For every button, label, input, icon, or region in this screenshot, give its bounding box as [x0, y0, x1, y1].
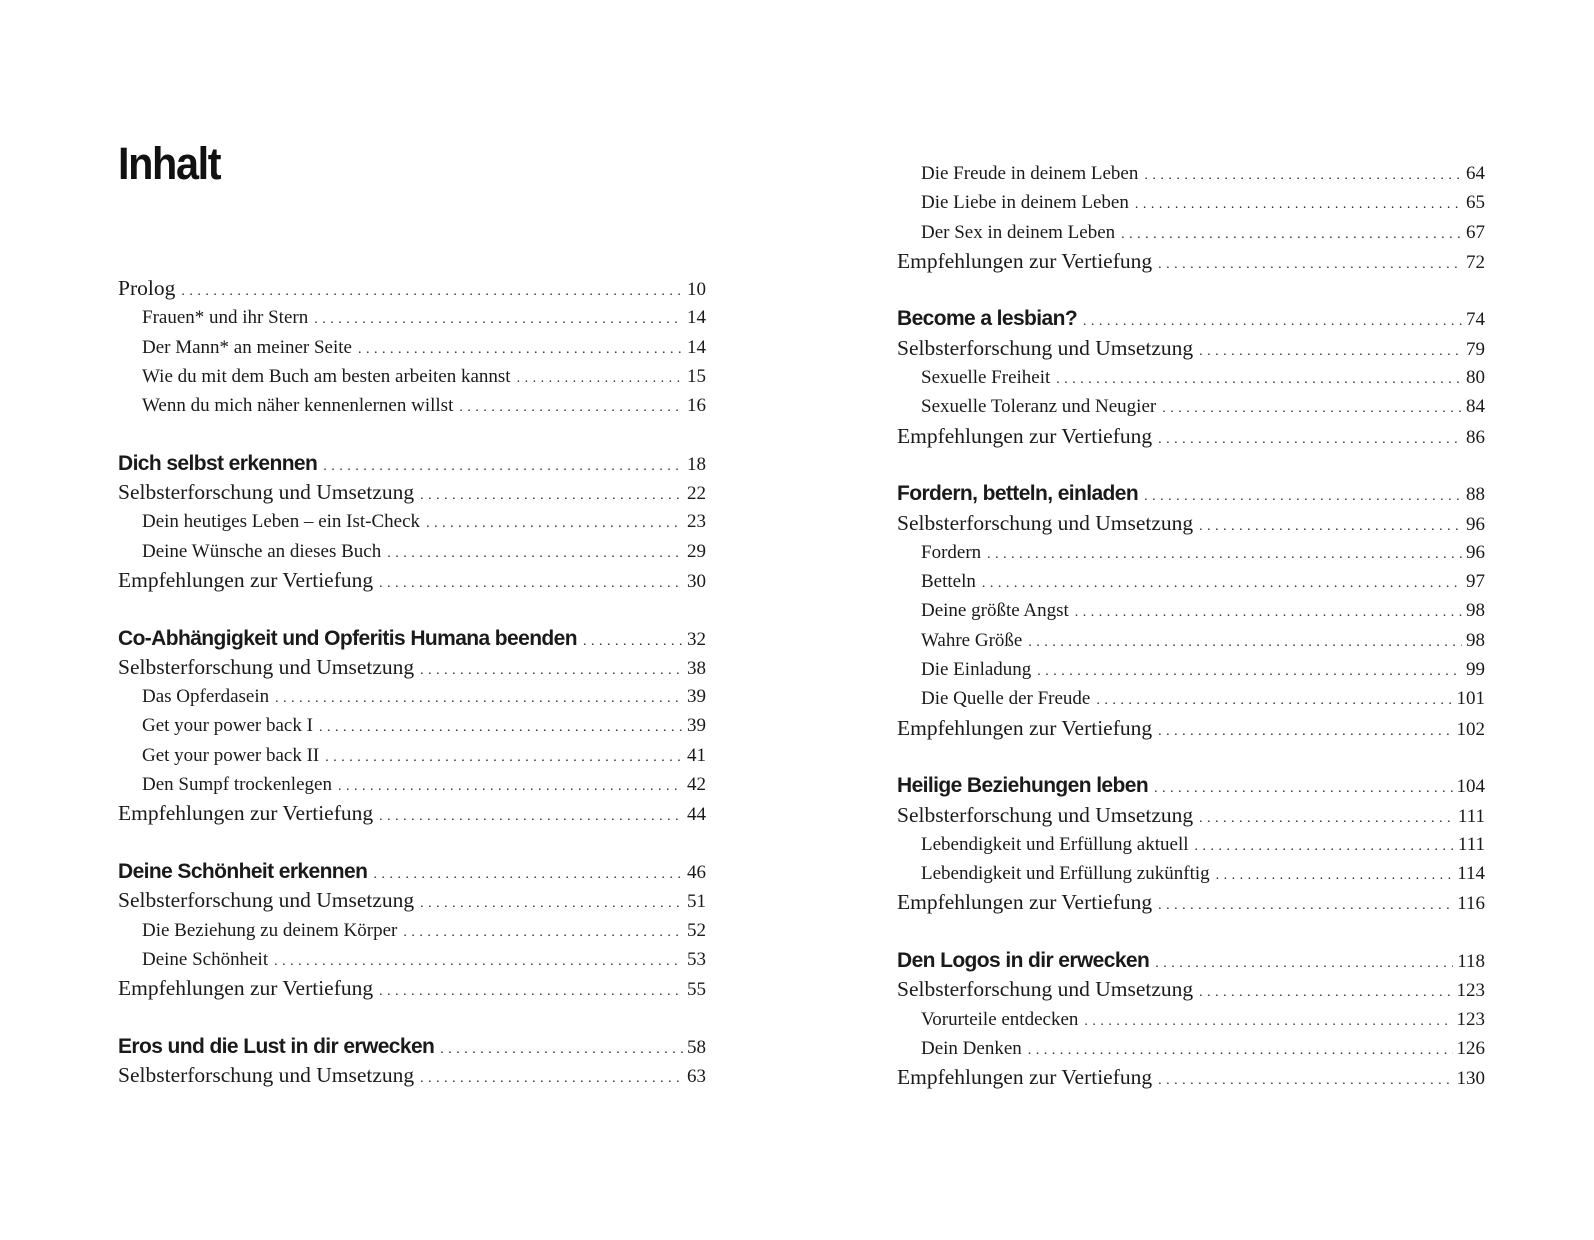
toc-page-number: 58	[687, 1036, 706, 1058]
dot-leader	[181, 277, 683, 306]
toc-entry-title: Der Mann* an meiner Seite	[142, 336, 352, 358]
toc-entry[interactable]	[897, 422, 1485, 451]
toc-chapter-entry[interactable]	[897, 304, 1485, 333]
toc-sub-entry[interactable]	[897, 363, 1485, 392]
toc-page-number: 96	[1466, 541, 1485, 563]
dot-leader	[1028, 1036, 1453, 1065]
toc-sub-entry[interactable]	[118, 711, 706, 740]
toc-sub-entry[interactable]	[897, 684, 1485, 713]
section-spacer	[897, 918, 1485, 946]
toc-entry-title: Selbsterforschung und Umsetzung	[118, 654, 415, 679]
toc-sub-entry[interactable]	[118, 916, 706, 945]
dot-leader	[1028, 628, 1462, 657]
dot-leader	[1199, 337, 1462, 366]
toc-entry-title: Deine Wünsche an dieses Buch	[142, 540, 382, 562]
toc-entry[interactable]	[897, 975, 1485, 1004]
toc-sub-entry[interactable]	[897, 830, 1485, 859]
toc-sub-entry[interactable]	[118, 507, 706, 536]
toc-entry-title: Die Freude in deinem Leben	[921, 163, 1139, 184]
dot-leader	[440, 1035, 683, 1064]
toc-entry-title: Die Liebe in deinem Leben	[921, 192, 1129, 214]
section-spacer	[118, 595, 706, 623]
toc-entry-title: Empfehlungen zur Vertiefung	[118, 976, 374, 1001]
toc-page-number: 16	[687, 395, 706, 417]
dot-leader	[274, 947, 683, 976]
dot-leader	[379, 569, 683, 598]
dot-leader	[373, 860, 683, 889]
toc-page-number: 30	[687, 570, 706, 592]
toc-entry[interactable]	[897, 888, 1485, 917]
dot-leader	[583, 627, 683, 656]
toc-page-number: 84	[1466, 396, 1485, 418]
toc-entry-title: Deine Schönheit	[142, 948, 269, 970]
toc-entry[interactable]	[897, 509, 1485, 538]
toc-entry-title: Selbsterforschung und Umsetzung	[118, 888, 415, 913]
toc-page-number: 46	[687, 861, 706, 883]
toc-entry-title: Selbsterforschung und Umsetzung	[897, 510, 1194, 535]
toc-entry-title: Fordern, betteln, einladen	[897, 482, 1139, 506]
toc-page-number: 65	[1466, 192, 1485, 214]
toc-page-number: 39	[687, 715, 706, 737]
toc-chapter-entry[interactable]	[118, 1032, 706, 1061]
toc-page-number: 111	[1457, 805, 1485, 827]
toc-entry-title: Empfehlungen zur Vertiefung	[897, 423, 1153, 448]
toc-entry-title: Get your power back II	[142, 744, 320, 766]
toc-page-number: 74	[1466, 309, 1485, 331]
toc-page-number: 80	[1466, 367, 1485, 389]
toc-sub-entry[interactable]	[897, 392, 1485, 421]
toc-entry[interactable]	[897, 334, 1485, 363]
toc-entry-title: Deine größte Angst	[921, 600, 1069, 622]
toc-page-number: 38	[687, 657, 706, 679]
toc-chapter-entry[interactable]	[897, 771, 1485, 800]
dot-leader	[1096, 686, 1452, 715]
toc-page-number: 111	[1457, 833, 1485, 855]
toc-page-number: 15	[687, 365, 706, 387]
toc-entry-title: Das Opferdasein	[142, 686, 270, 708]
toc-page-number: 123	[1456, 980, 1485, 1002]
toc-entry-title: Dein Denken	[921, 1037, 1022, 1059]
toc-page-number: 32	[687, 628, 706, 650]
toc-entry[interactable]	[118, 799, 706, 828]
toc-sub-entry[interactable]	[118, 945, 706, 974]
toc-sub-entry[interactable]	[897, 1034, 1485, 1063]
toc-sub-entry[interactable]	[897, 567, 1485, 596]
toc-entry-title: Dein heutiges Leben – ein Ist-Check	[142, 511, 421, 533]
dot-leader	[379, 802, 683, 831]
toc-entry-title: Der Sex in deinem Leben	[921, 221, 1116, 243]
dot-leader	[1056, 365, 1462, 394]
toc-entry-title: Empfehlungen zur Vertiefung	[897, 890, 1153, 915]
toc-page-number: 86	[1466, 426, 1485, 448]
toc-page-number: 18	[687, 453, 706, 475]
dot-leader	[426, 509, 683, 538]
toc-entry[interactable]	[897, 801, 1485, 830]
toc-page-number: 98	[1466, 600, 1485, 622]
toc-page-number: 104	[1456, 776, 1485, 798]
dot-leader	[1162, 394, 1462, 423]
dot-leader	[1084, 1007, 1452, 1036]
toc-entry-title: Selbsterforschung und Umsetzung	[897, 977, 1194, 1002]
toc-sub-entry[interactable]	[118, 333, 706, 362]
toc-entry-title: Lebendigkeit und Erfüllung zukünftig	[921, 863, 1210, 885]
toc-entry-title: Die Beziehung zu deinem Körper	[142, 919, 398, 941]
dot-leader	[517, 364, 683, 393]
dot-leader	[1199, 978, 1452, 1007]
toc-page-number: 88	[1466, 484, 1485, 506]
toc-page-number: 29	[687, 540, 706, 562]
toc-sub-entry[interactable]	[118, 741, 706, 770]
dot-leader	[1158, 717, 1452, 746]
toc-page-number: 23	[687, 511, 706, 533]
toc-entry[interactable]	[118, 478, 706, 507]
toc-entry-title: Sexuelle Toleranz und Neugier	[921, 396, 1157, 418]
toc-sub-entry[interactable]	[897, 188, 1485, 217]
toc-page-number: 53	[687, 948, 706, 970]
toc-entry[interactable]	[897, 714, 1485, 743]
toc-left-column	[118, 274, 706, 1090]
toc-entry[interactable]	[118, 974, 706, 1003]
dot-leader	[1195, 832, 1454, 861]
dot-leader	[1155, 949, 1453, 978]
toc-entry[interactable]	[897, 1063, 1485, 1092]
toc-sub-entry[interactable]	[118, 682, 706, 711]
page-title: Inhalt	[118, 138, 221, 189]
dot-leader	[1216, 861, 1454, 890]
dot-leader	[982, 569, 1462, 598]
toc-page-number: 51	[687, 891, 706, 913]
toc-entry-title: Empfehlungen zur Vertiefung	[897, 715, 1153, 740]
toc-sub-entry[interactable]	[118, 303, 706, 332]
toc-sub-entry[interactable]	[897, 218, 1485, 247]
dot-leader	[459, 393, 683, 422]
toc-entry-title: Fordern	[921, 541, 982, 563]
toc-sub-entry[interactable]	[897, 159, 1485, 188]
toc-entry-title: Eros und die Lust in dir erwecken	[118, 1034, 435, 1058]
dot-leader	[314, 305, 683, 334]
toc-page-number: 64	[1466, 163, 1485, 184]
toc-page-number: 97	[1466, 571, 1485, 593]
toc-entry-title: Den Logos in dir erwecken	[897, 949, 1150, 973]
dot-leader	[987, 540, 1462, 569]
dot-leader	[1158, 250, 1462, 279]
toc-page-number: 10	[687, 279, 706, 300]
toc-entry-title: Deine Schönheit erkennen	[118, 859, 368, 883]
dot-leader	[338, 772, 683, 801]
toc-entry-title: Selbsterforschung und Umsetzung	[118, 480, 415, 505]
toc-entry-title: Selbsterforschung und Umsetzung	[897, 802, 1194, 827]
toc-sub-entry[interactable]	[118, 391, 706, 420]
dot-leader	[1158, 425, 1462, 454]
toc-entry-title: Empfehlungen zur Vertiefung	[897, 1065, 1153, 1090]
toc-entry[interactable]	[118, 274, 706, 303]
toc-entry-title: Wenn du mich näher kennenlernen willst	[142, 395, 454, 417]
toc-page-number: 14	[687, 307, 706, 329]
section-spacer	[897, 276, 1485, 304]
dot-leader	[403, 918, 683, 947]
toc-entry[interactable]	[118, 653, 706, 682]
dot-leader	[1154, 774, 1452, 803]
toc-page-number: 114	[1457, 863, 1485, 885]
toc-page-number: 44	[687, 804, 706, 826]
dot-leader	[1199, 804, 1454, 833]
dot-leader	[1075, 598, 1462, 627]
toc-entry-title: Vorurteile entdecken	[921, 1008, 1079, 1030]
dot-leader	[1121, 220, 1462, 249]
toc-entry-title: Empfehlungen zur Vertiefung	[118, 801, 374, 826]
toc-page-number: 39	[687, 686, 706, 708]
toc-right-column	[897, 159, 1485, 1093]
toc-page-number: 14	[687, 336, 706, 358]
dot-leader	[379, 977, 683, 1006]
toc-entry-title: Selbsterforschung und Umsetzung	[118, 1063, 415, 1088]
toc-page-number: 63	[687, 1066, 706, 1088]
toc-sub-entry[interactable]	[897, 1005, 1485, 1034]
toc-sub-entry[interactable]	[897, 655, 1485, 684]
toc-page-number: 102	[1456, 718, 1485, 740]
toc-page-number: 123	[1456, 1008, 1485, 1030]
dot-leader	[1158, 1066, 1452, 1095]
toc-page-number: 101	[1456, 688, 1485, 710]
toc-page-number: 79	[1466, 338, 1485, 360]
toc-entry-title: Empfehlungen zur Vertiefung	[897, 248, 1153, 273]
toc-page-number: 72	[1466, 251, 1485, 273]
toc-page-number: 116	[1457, 893, 1485, 915]
section-spacer	[118, 829, 706, 857]
toc-page-number: 130	[1456, 1068, 1485, 1090]
toc-page-number: 118	[1457, 951, 1485, 973]
toc-entry-title: Become a lesbian?	[897, 307, 1078, 331]
dot-leader	[1144, 161, 1462, 190]
toc-page-number: 99	[1466, 659, 1485, 681]
dot-leader	[1199, 512, 1462, 541]
toc-entry-title: Prolog	[118, 276, 176, 300]
dot-leader	[420, 1064, 683, 1093]
section-spacer	[897, 451, 1485, 479]
section-spacer	[118, 420, 706, 448]
toc-page-number: 22	[687, 483, 706, 505]
section-spacer	[118, 1003, 706, 1031]
toc-chapter-entry[interactable]	[118, 624, 706, 653]
toc-entry-title: Die Quelle der Freude	[921, 688, 1091, 710]
dot-leader	[420, 656, 683, 685]
toc-page-number: 41	[687, 744, 706, 766]
toc-entry-title: Lebendigkeit und Erfüllung aktuell	[921, 833, 1189, 855]
toc-entry-title: Wie du mit dem Buch am besten arbeiten kannst	[142, 365, 511, 387]
dot-leader	[420, 481, 683, 510]
dot-leader	[1083, 307, 1462, 336]
toc-sub-entry[interactable]	[118, 770, 706, 799]
toc-page-number: 67	[1466, 221, 1485, 243]
dot-leader	[358, 335, 683, 364]
dot-leader	[1144, 482, 1462, 511]
dot-leader	[387, 539, 683, 568]
toc-page-number: 98	[1466, 629, 1485, 651]
dot-leader	[1158, 891, 1453, 920]
toc-entry-title: Dich selbst erkennen	[118, 451, 318, 475]
toc-entry-title: Heilige Beziehungen leben	[897, 774, 1149, 798]
toc-page-number: 96	[1466, 513, 1485, 535]
toc-entry[interactable]	[118, 1061, 706, 1090]
toc-sub-entry[interactable]	[897, 538, 1485, 567]
toc-entry-title: Frauen* und ihr Stern	[142, 307, 309, 329]
toc-entry[interactable]	[118, 566, 706, 595]
toc-entry-title: Die Einladung	[921, 659, 1032, 681]
toc-entry-title: Selbsterforschung und Umsetzung	[897, 335, 1194, 360]
toc-page-number: 52	[687, 919, 706, 941]
toc-page-number: 42	[687, 774, 706, 796]
dot-leader	[275, 684, 683, 713]
dot-leader	[1135, 190, 1462, 219]
toc-entry-title: Get your power back I	[142, 715, 313, 737]
toc-entry[interactable]	[897, 247, 1485, 276]
dot-leader	[325, 743, 683, 772]
toc-entry-title: Co-Abhängigkeit und Opferitis Humana beenden	[118, 626, 577, 650]
dot-leader	[1037, 657, 1462, 686]
toc-entry[interactable]	[118, 886, 706, 915]
toc-sub-entry[interactable]	[897, 596, 1485, 625]
toc-sub-entry[interactable]	[118, 537, 706, 566]
dot-leader	[323, 452, 683, 481]
section-spacer	[897, 743, 1485, 771]
toc-entry-title: Empfehlungen zur Vertiefung	[118, 567, 374, 592]
toc-entry-title: Betteln	[921, 571, 976, 593]
toc-entry-title: Den Sumpf trockenlegen	[142, 774, 332, 796]
toc-chapter-entry[interactable]	[118, 449, 706, 478]
toc-sub-entry[interactable]	[897, 626, 1485, 655]
dot-leader	[319, 713, 683, 742]
toc-entry-title: Sexuelle Freiheit	[921, 367, 1051, 389]
dot-leader	[420, 889, 683, 918]
toc-page-number: 55	[687, 979, 706, 1001]
toc-page-number: 126	[1456, 1037, 1485, 1059]
toc-entry-title: Wahre Größe	[921, 629, 1023, 651]
toc-sub-entry[interactable]	[118, 362, 706, 391]
toc-sub-entry[interactable]	[897, 859, 1485, 888]
toc-chapter-entry[interactable]	[897, 479, 1485, 508]
toc-chapter-entry[interactable]	[118, 857, 706, 886]
toc-chapter-entry[interactable]	[897, 946, 1485, 975]
